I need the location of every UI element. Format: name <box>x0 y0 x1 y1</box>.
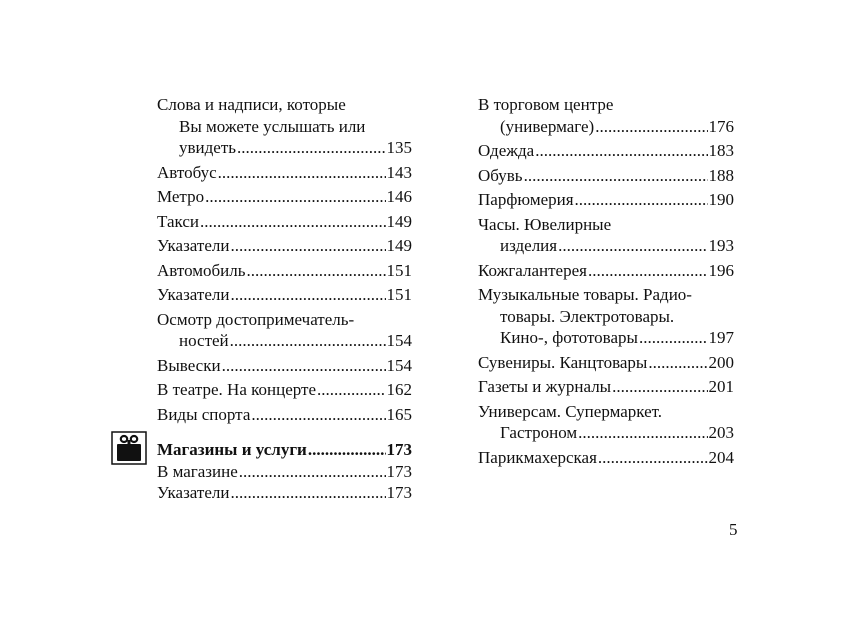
toc-entry <box>478 376 734 398</box>
toc-entry <box>157 94 412 159</box>
toc-entry <box>478 214 734 257</box>
toc-entry <box>478 447 734 469</box>
toc-entry <box>157 355 412 377</box>
toc-page-number: 146 <box>386 187 412 206</box>
toc-entry <box>478 165 734 187</box>
toc-entry-title: Обувь <box>478 165 523 185</box>
toc-entry-title: Автомобиль <box>157 260 246 280</box>
toc-entry <box>478 260 734 282</box>
toc-entry-title: Метро <box>157 187 205 206</box>
toc-entry-line: Часы. Ювелирные <box>478 214 612 234</box>
toc-page-number: 143 <box>386 162 412 182</box>
dot-leader <box>200 211 386 233</box>
toc-entry <box>478 284 734 349</box>
dot-leader <box>237 137 385 159</box>
toc-page-number: 204 <box>708 447 734 467</box>
toc-entry-title: Указатели <box>157 285 230 304</box>
toc-entry <box>157 461 412 483</box>
toc-page-number: 162 <box>386 380 412 399</box>
toc-entry-row <box>157 439 412 461</box>
toc-page-number: 154 <box>386 331 412 350</box>
dot-leader <box>230 284 385 306</box>
toc-page-number: 173 <box>386 461 412 481</box>
toc-entry-title: Кино-, фототовары <box>500 328 638 347</box>
toc-entry-row <box>478 447 734 469</box>
toc-entry-row <box>478 189 734 211</box>
toc-entry-title: Одежда <box>478 141 535 160</box>
dot-leader <box>575 189 708 211</box>
dot-leader <box>247 260 386 282</box>
toc-entry-line: В торговом центре <box>478 95 614 114</box>
dot-leader <box>230 330 386 352</box>
toc-entry-title: Виды спорта <box>157 404 251 424</box>
toc-entry-title: увидеть <box>179 138 237 157</box>
toc-entry-line: Осмотр достопримечатель- <box>157 309 355 329</box>
toc-entry <box>157 309 412 352</box>
toc-entry-row <box>157 404 412 426</box>
dot-leader <box>230 482 385 504</box>
toc-page-number: 165 <box>386 404 412 424</box>
toc-entry-row <box>157 162 412 184</box>
toc-entry-title: В магазине <box>157 461 238 481</box>
page-number: 5 <box>729 520 738 539</box>
toc-left-column <box>157 94 412 504</box>
toc-entry-title: Газеты и журналы <box>478 377 612 396</box>
toc-page-number: 173 <box>386 440 412 459</box>
dot-leader <box>598 447 708 469</box>
toc-right-column <box>478 94 734 471</box>
toc-page-number: 154 <box>386 355 412 375</box>
toc-page-number: 173 <box>386 483 412 502</box>
toc-page-number: 197 <box>708 328 734 347</box>
dot-leader <box>205 186 385 208</box>
dot-leader <box>222 355 386 377</box>
toc-entry-row <box>157 211 412 233</box>
toc-page-number: 200 <box>708 352 734 372</box>
dot-leader <box>251 404 385 426</box>
toc-entry-line: товары. Электротовары. <box>500 306 675 326</box>
toc-page-number: 149 <box>386 236 412 255</box>
toc-entry <box>157 211 412 233</box>
toc-entry <box>478 401 734 444</box>
toc-entry-title: ностей <box>179 331 229 350</box>
toc-entry-row <box>157 330 412 352</box>
toc-page-number: 149 <box>386 211 412 231</box>
toc-entry-title: Автобус <box>157 162 217 182</box>
dot-leader <box>558 235 707 257</box>
toc-page-number: 201 <box>708 377 734 396</box>
toc-entry-row <box>157 284 412 306</box>
toc-page-number: 135 <box>386 138 412 157</box>
toc-entry-title: Кожгалантерея <box>478 260 587 280</box>
toc-entry-row <box>478 165 734 187</box>
toc-entry <box>157 404 412 426</box>
toc-page-number: 176 <box>708 116 734 136</box>
dot-leader <box>317 379 385 401</box>
toc-entry-row <box>478 260 734 282</box>
toc-entry-row <box>478 116 734 138</box>
toc-entry <box>478 352 734 374</box>
toc-entry-row <box>478 352 734 374</box>
toc-entry-row <box>157 235 412 257</box>
toc-entry <box>157 162 412 184</box>
toc-entry-row <box>157 482 412 504</box>
toc-entry <box>157 284 412 306</box>
toc-entry-title: В театре. На концерте <box>157 380 317 399</box>
toc-entry-row <box>478 422 734 444</box>
toc-entry-title: Указатели <box>157 236 230 255</box>
toc-page-number: 193 <box>708 236 734 255</box>
toc-entry-row <box>157 137 412 159</box>
toc-entry <box>478 94 734 137</box>
toc-entry-title: изделия <box>500 236 558 255</box>
toc-page-number: 188 <box>708 165 734 185</box>
dot-leader <box>595 116 707 138</box>
toc-entry-row <box>157 355 412 377</box>
toc-page-number: 183 <box>708 141 734 160</box>
dot-leader <box>524 165 708 187</box>
toc-entry-title: Парфюмерия <box>478 190 574 209</box>
dot-leader <box>578 422 707 444</box>
toc-entry-line: Вы можете услышать или <box>179 116 366 136</box>
gift-box-icon <box>111 431 147 465</box>
dot-leader <box>230 235 385 257</box>
dot-leader <box>218 162 386 184</box>
toc-entry-title: Сувениры. Канцтовары <box>478 352 648 372</box>
toc-entry <box>157 482 412 504</box>
toc-entry-row <box>157 260 412 282</box>
dot-leader <box>308 439 386 461</box>
toc-entry-line: Музыкальные товары. Радио- <box>478 285 692 304</box>
toc-entry <box>478 189 734 211</box>
dot-leader <box>612 376 707 398</box>
toc-entry-title: Гастроном <box>500 423 578 442</box>
toc-page-number: 190 <box>708 190 734 209</box>
toc-entry-row <box>478 140 734 162</box>
toc-entry-row <box>478 235 734 257</box>
toc-entry-row <box>157 186 412 208</box>
dot-leader <box>239 461 386 483</box>
toc-entry-row <box>478 327 734 349</box>
toc-entry <box>157 439 412 461</box>
toc-entry-title: Такси <box>157 211 199 231</box>
toc-page-number: 151 <box>386 260 412 280</box>
toc-entry-row <box>157 379 412 401</box>
dot-leader <box>535 140 707 162</box>
toc-page-number: 151 <box>386 285 412 304</box>
toc-entry-title: Парикмахерская <box>478 447 597 467</box>
toc-entry-line: Универсам. Супермаркет. <box>478 401 663 421</box>
toc-entry-title: Вывески <box>157 355 221 375</box>
dot-leader <box>639 327 708 349</box>
toc-entry-title: Магазины и услуги <box>157 440 307 459</box>
dot-leader <box>648 352 707 374</box>
toc-entry-title: Указатели <box>157 483 230 502</box>
toc-entry-line: Слова и надписи, которые <box>157 95 346 114</box>
toc-entry-title: (универмаге) <box>500 116 595 136</box>
dot-leader <box>588 260 708 282</box>
toc-entry-row <box>478 376 734 398</box>
toc-page-number: 196 <box>708 260 734 280</box>
toc-entry <box>157 186 412 208</box>
toc-entry-row <box>157 461 412 483</box>
toc-page-number: 203 <box>708 423 734 442</box>
toc-entry <box>478 140 734 162</box>
toc-entry <box>157 379 412 401</box>
toc-entry <box>157 260 412 282</box>
toc-entry <box>157 235 412 257</box>
